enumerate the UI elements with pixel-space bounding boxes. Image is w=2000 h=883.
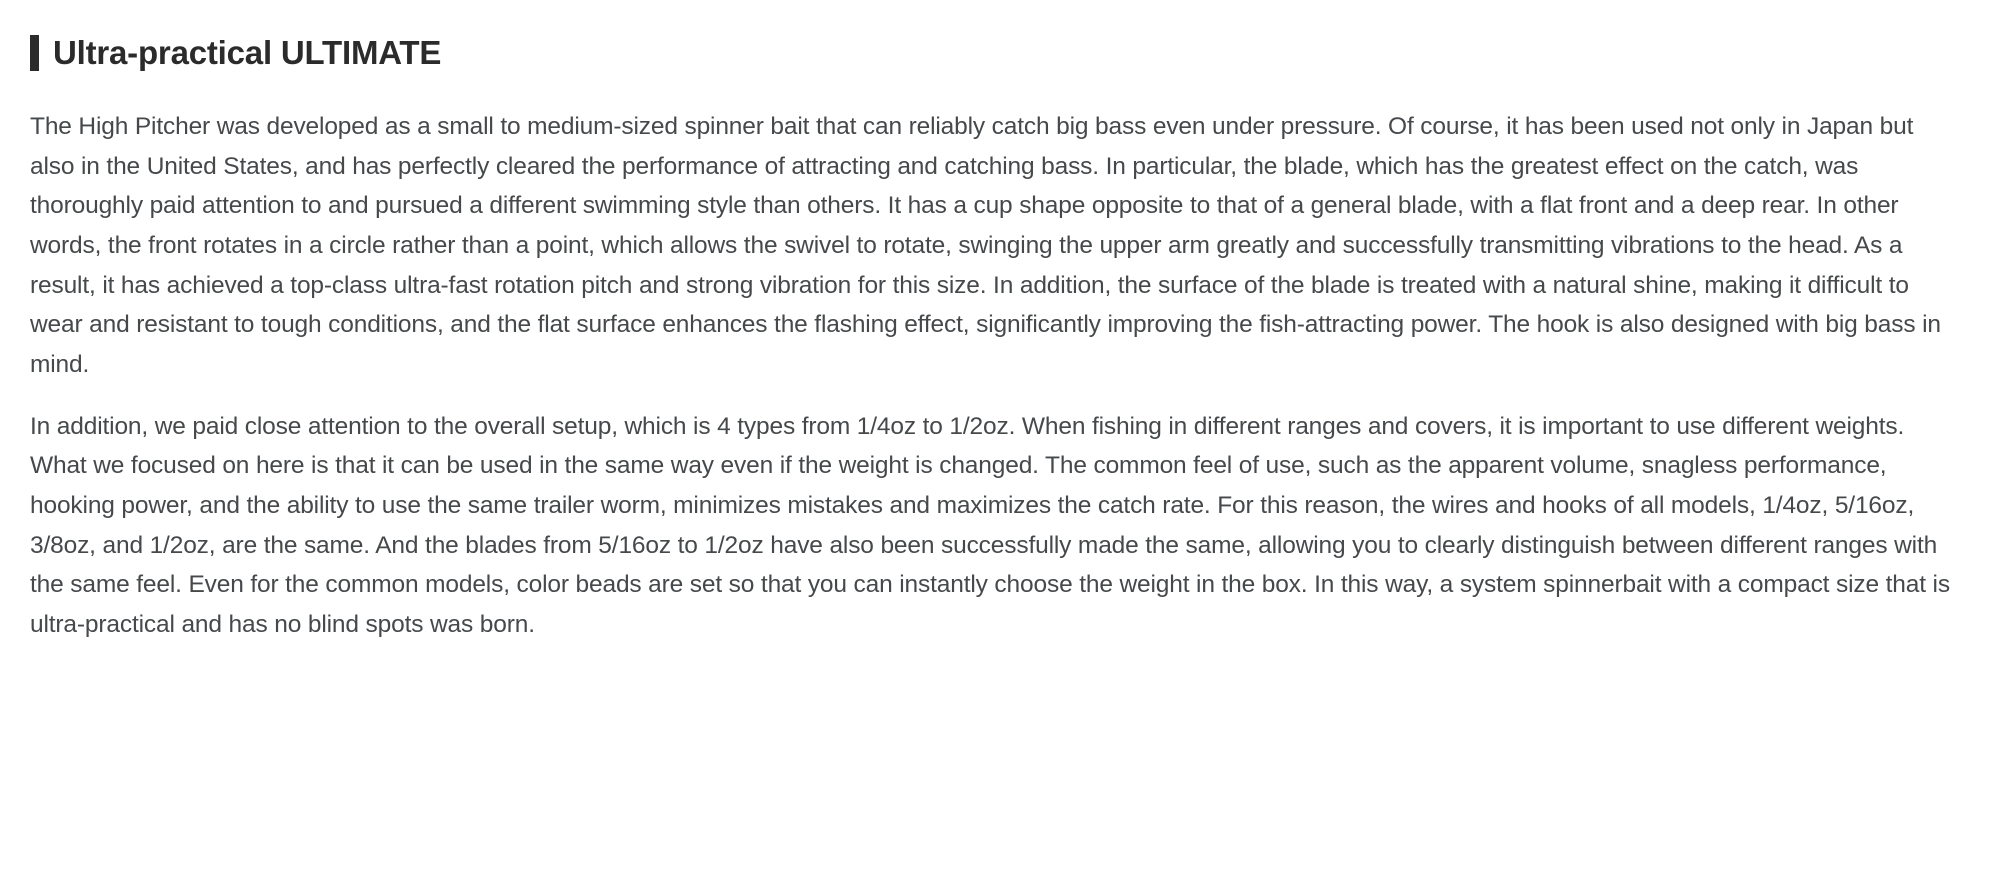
paragraph-2: In addition, we paid close attention to the overall setup, which is 4 types from 1/4oz to 1/2oz. When fishing in different ranges and covers, it is important to use different weights. What we focused on here is that it can be used in the same way even if the weight is changed. The common feel of use, such as the apparent volume, snagless performance, hooking power, and the ability to use the same trailer worm, minimizes mistakes and maximizes the catch rate. For this reason, the wires and hooks of all models, 1/4oz, 5/16oz, 3/8oz, and 1/2oz, are the same. And the blades from 5/16oz to 1/2oz have also been successfully made the same, allowing you to clearly distinguish between different ranges with the same feel. Even for the common models, color beads are set so that you can instantly choose the weight in the box. In this way, a system spinnerbait with a compact size that is ultra-practical and has no blind spots was born. [30, 412, 1950, 639]
section-heading [30, 14, 1960, 93]
heading-accent-bar [30, 35, 39, 71]
page-title: Ultra-practical ULTIMATE [53, 34, 442, 72]
paragraph-1: The High Pitcher was developed as a small to medium-sized spinner bait that can reliably catch big bass even under pressure. Of course, it has been used not only in Japan but also in the United States, and has perfectly cleared the performance of attracting and catching bass. In particular, the blade, which has the greatest effect on the catch, was thoroughly paid attention to and pursued a different swimming style than others. It has a cup shape opposite to that of a general blade, with a flat front and a deep rear. In other words, the front rotates in a circle rather than a point, which allows the swivel to rotate, swinging the upper arm greatly and successfully transmitting vibrations to the head. As a result, it has achieved a top-class ultra-fast rotation pitch and strong vibration for this size. In addition, the surface of the blade is treated with a natural shine, making it difficult to wear and resistant to tough conditions, and the flat surface enhances the flashing effect, significantly improving the fish-attracting power. The hook is also designed with big bass in mind. [30, 112, 1941, 378]
